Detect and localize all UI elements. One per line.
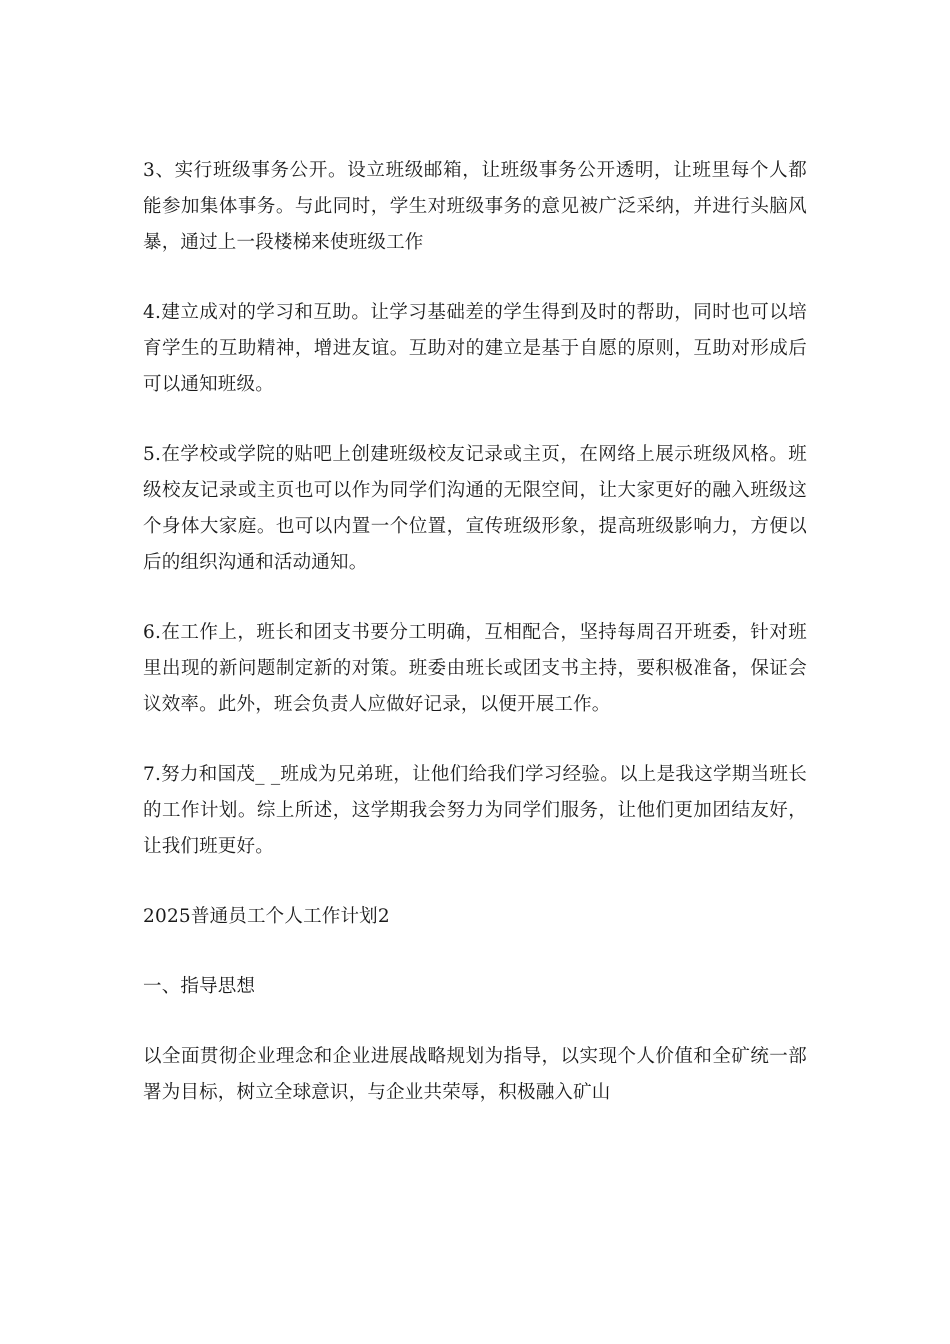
paragraph-item-3: 3、实行班级事务公开。设立班级邮箱，让班级事务公开透明，让班里每个人都能参加集体事务。与此同时，学生对班级事务的意见被广泛采纳，并进行头脑风暴，通过上一段楼梯来使班级工作	[143, 160, 807, 253]
paragraph-item-4: 4.建立成对的学习和互助。让学习基础差的学生得到及时的帮助，同时也可以培育学生的互助精神，增进友谊。互助对的建立是基于自愿的原则，互助对形成后可以通知班级。	[143, 302, 807, 395]
paragraph-item-7: 7.努力和国茂_ _班成为兄弟班，让他们给我们学习经验。以上是我这学期当班长的工作计划。综上所述，这学期我会努力为同学们服务，让他们更加团结友好，让我们班更好。	[143, 764, 807, 857]
section-heading-guiding-ideology: 一、指导思想	[143, 976, 256, 997]
section-title: 2025普通员工个人工作计划2	[143, 906, 390, 927]
paragraph-guiding-ideology: 以全面贯彻企业理念和企业进展战略规划为指导，以实现个人价值和全矿统一部署为目标，树立全球意识，与企业共荣辱，积极融入矿山	[143, 1046, 807, 1103]
document-body	[143, 153, 807, 1145]
paragraph-item-6: 6.在工作上，班长和团支书要分工明确，互相配合，坚持每周召开班委，针对班里出现的新问题制定新的对策。班委由班长或团支书主持，要积极准备，保证会议效率。此外，班会负责人应做好记录，以便开展工作。	[143, 622, 807, 715]
paragraph-item-5: 5.在学校或学院的贴吧上创建班级校友记录或主页，在网络上展示班级风格。班级校友记录或主页也可以作为同学们沟通的无限空间，让大家更好的融入班级这个身体大家庭。也可以内置一个位置，宣传班级形象，提高班级影响力，方便以后的组织沟通和活动通知。	[143, 444, 807, 573]
